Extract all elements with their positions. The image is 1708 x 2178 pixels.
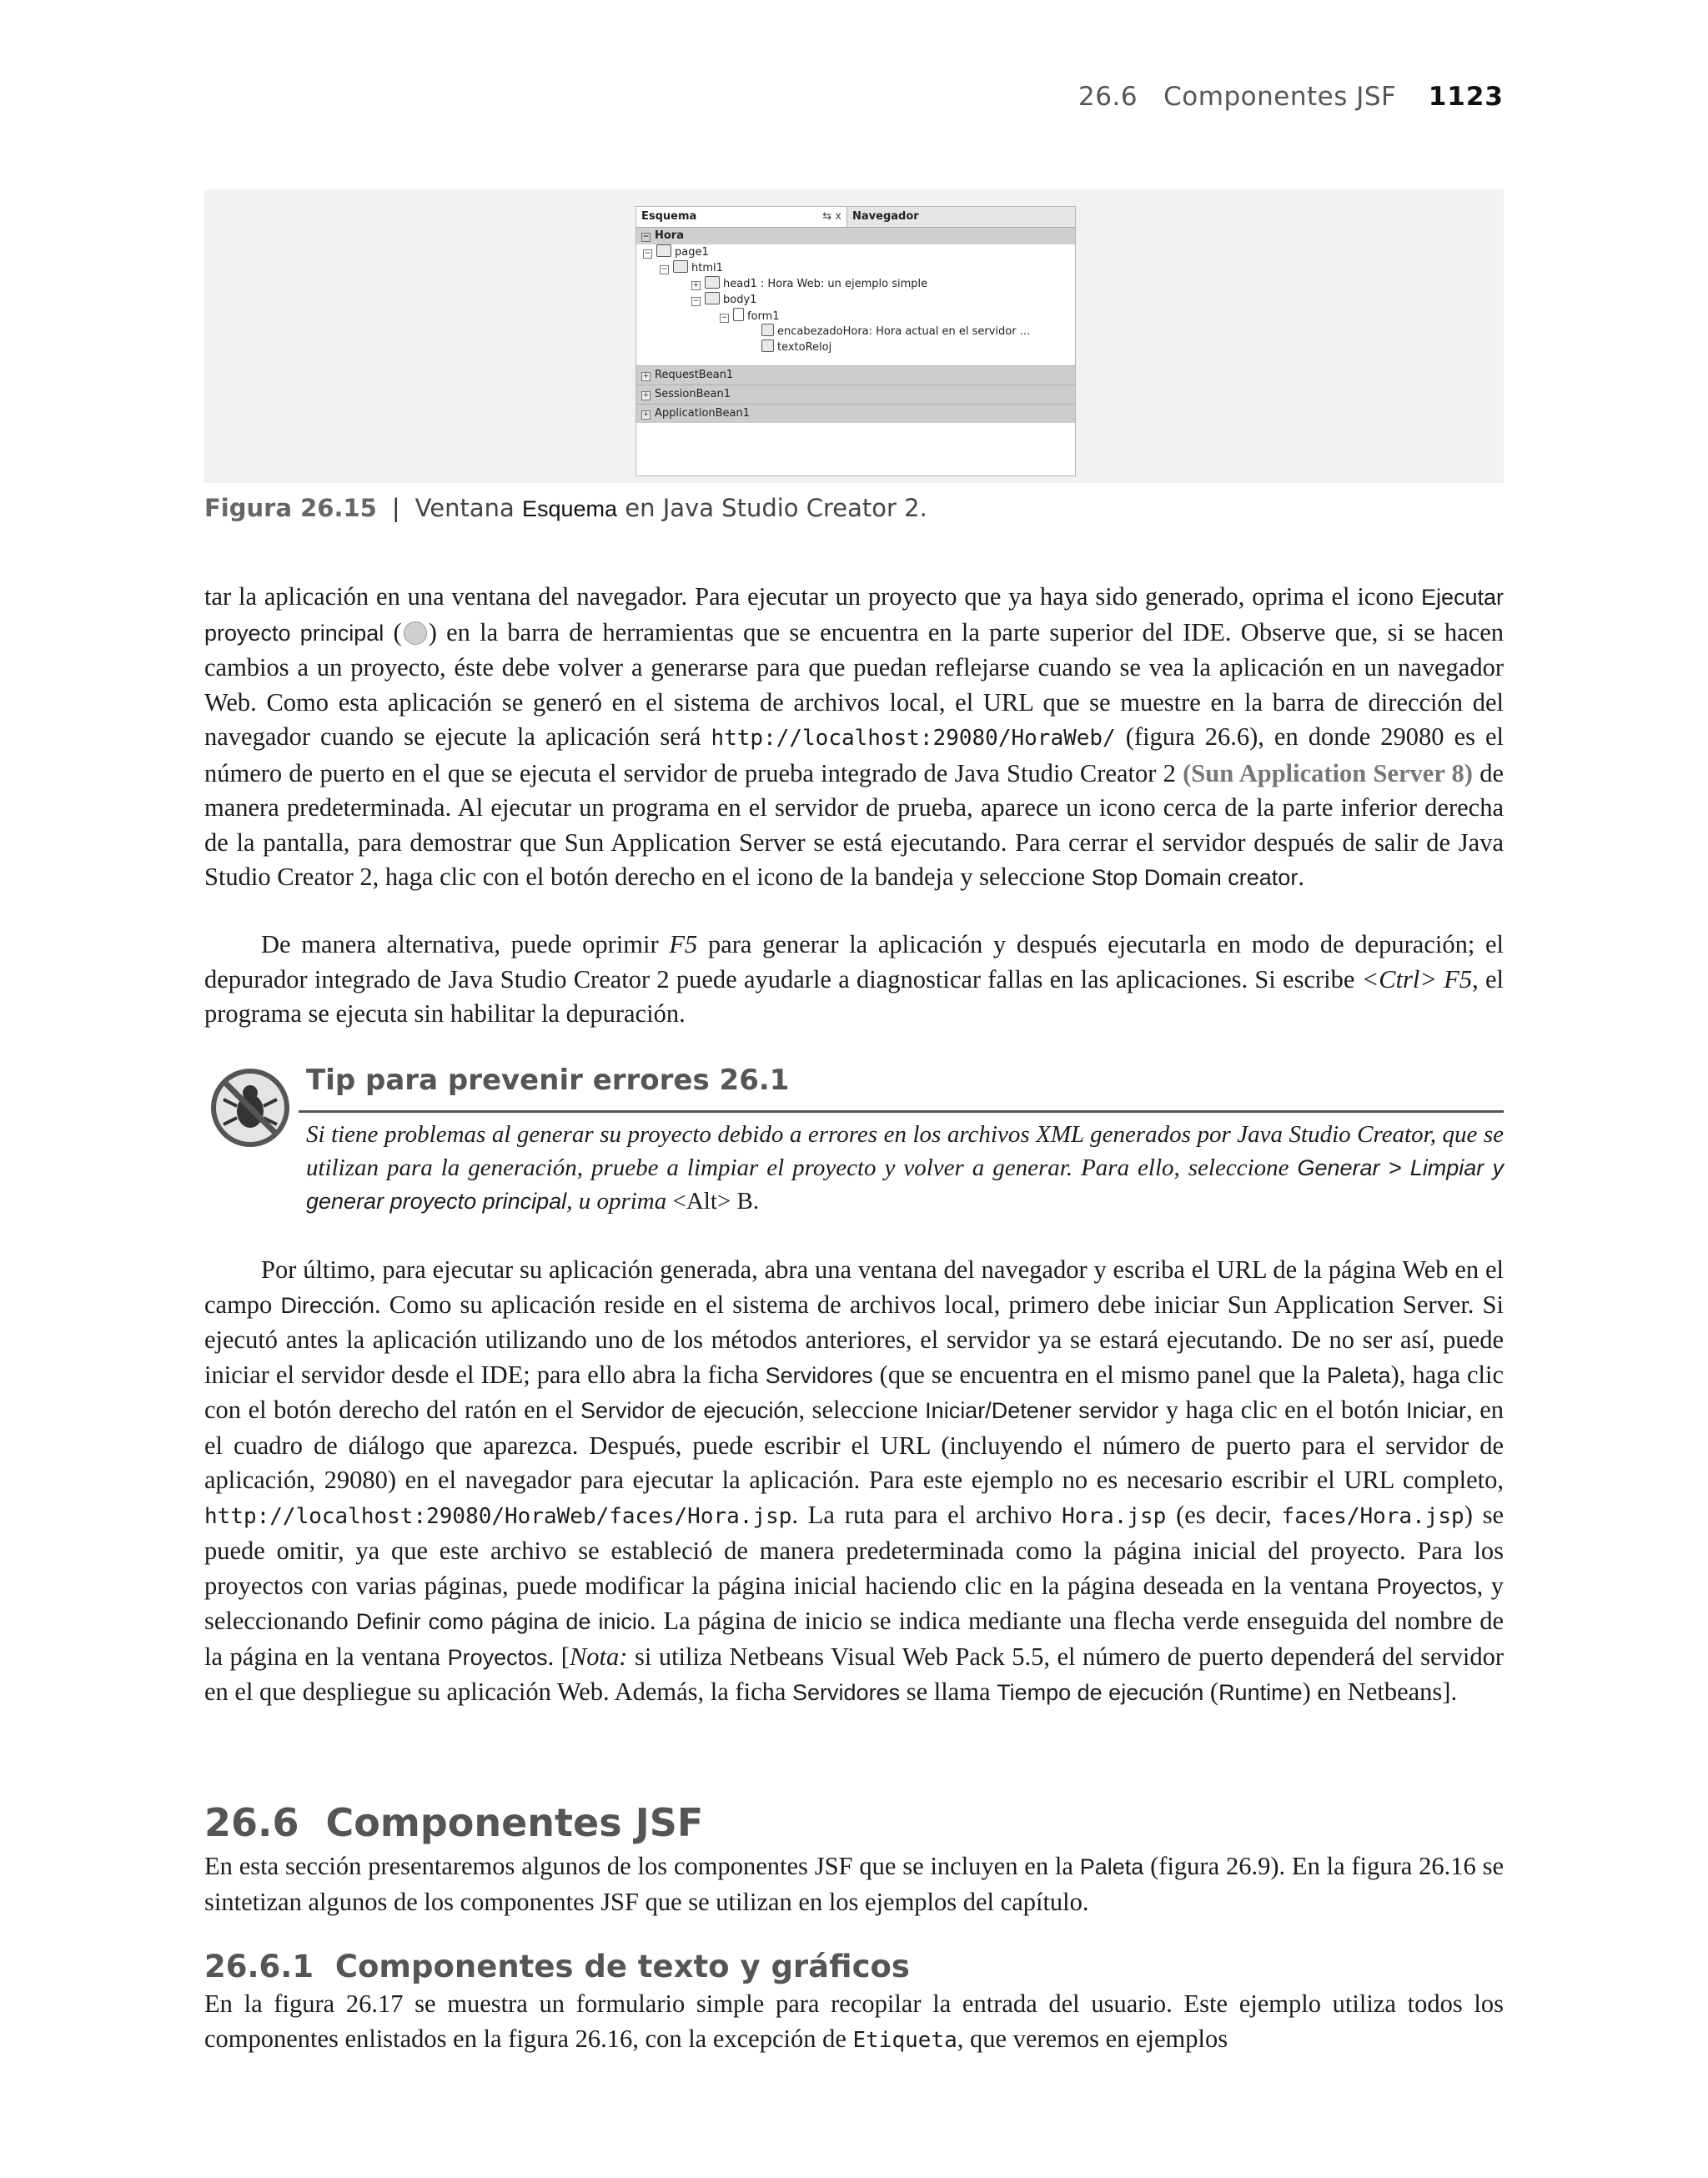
tab-controls[interactable]: ⇆ x [822,210,841,223]
ui-term: Paleta [1327,1362,1391,1388]
html-tag-icon [705,276,720,289]
code-term: Etiqueta [852,2027,957,2053]
ui-term: Servidores [792,1680,901,1705]
text: . Como su aplicación reside en el sistema de archivos local, primero debe iniciar Sun Application Server. Si ejecutó antes la aplicación utilizando uno de los métodos anteriores, el servidor ya se estará ejecutando. De no ser así, puede iniciar el servidor desde el IDE; para ello abra la ficha [204,1290,1504,1389]
static-text-icon [761,324,774,336]
bean-request[interactable] [636,365,1075,385]
ui-term: Iniciar [1406,1398,1467,1423]
ui-term: Iniciar/Detener servidor [925,1398,1159,1423]
text: Por último, para ejecutar su aplicación generada, abra una ventana del navegador y escriba el URL de la página Web en el campo [204,1255,1504,1319]
text: de manera predeterminada. Al ejecutar un programa en el servidor de prueba, aparece un icono cerca de la parte inferior derecha de la pantalla, para demostrar que Sun Application Server se está ejecutando. Para cerrar el servidor después de salir de Java Studio Creator 2, haga clic con el botón derecho en el icono de la bandeja y seleccione [204,758,1505,891]
text: , en el cuadro de diálogo que aparezca. Después, puede escribir el URL (incluyendo el número de puerto para el servidor de aplicación, 29080) en el navegador para ejecutar la aplicación. Para este ejemplo no es necesario escribir el URL completo, [204,1396,1504,1494]
text: (figura 26.6), en donde 29080 es el número de puerto en el que se ejecuta el servidor de prueba integrado de Java Studio Creator 2 [204,722,1505,787]
tree-node-label: encabezadoHora: Hora actual en el servidor ... [777,325,1031,338]
ui-term: Definir como página de inicio [355,1609,650,1634]
caption-text: en Java Studio Creator 2. [625,494,927,522]
key-combo: <Alt> B. [672,1188,760,1215]
highlight-text: (Sun Application Server 8) [1183,758,1473,787]
static-text-icon [761,340,774,352]
text: Si tiene problemas al generar su proyecto debido a errores en los archivos XML generados por Java Studio Creator, que se utilizan para la generación, pruebe a limpiar el proyecto y volver a generar. Para ello, seleccione [306,1121,1504,1181]
ui-term: Stop Domain creator [1091,865,1299,890]
paragraph-debug [204,928,1504,1032]
text: y haga clic en el botón [1165,1396,1399,1424]
text: En la figura 26.17 se muestra un formulario simple para recopilar la entrada del usuario. Este ejemplo utiliza todos los componentes enlistados en la figura 26.16, con la excepción de [204,1989,1504,2053]
tab-navegador-label: Navegador [852,210,919,223]
text: (figura 26.9). En la figura 26.16 se sintetizan algunos de los componentes JSF que se utilizan en los ejemplos del capítulo. [204,1852,1504,1916]
expand-icon[interactable]: + [642,391,650,400]
collapse-icon[interactable]: − [661,265,668,274]
bean-label: SessionBean1 [655,388,731,400]
figure-label: Figura 26.15 [204,494,377,522]
text: tar la aplicación en una ventana del navegador. Para ejecutar un proyecto que ya haya sido generado, oprima el icono [204,582,1414,611]
ui-term: Generar > Limpiar y generar proyecto principal [306,1155,1504,1214]
tree-node-body1[interactable] [636,292,1075,308]
tree-node-page1[interactable] [636,244,1075,260]
tree-root-header[interactable] [636,228,1075,244]
code-filename: Hora.jsp [1062,1503,1167,1529]
text: . La página de inicio se indica mediante una flecha verde enseguida del nombre de la página en la ventana [204,1607,1504,1671]
collapse-icon[interactable]: − [692,297,700,305]
text: , y seleccionando [204,1571,1504,1635]
tab-esquema[interactable] [636,207,847,227]
caption-text: Ventana [414,494,515,522]
figure-26-15 [204,189,1504,483]
text: para generar la aplicación y después ejecutarla en modo de depuración; el depurador integrado de Java Studio Creator 2 puede ayudarle a diagnosticar fallas en las aplicaciones. Si escribe [204,930,1505,993]
tree-node-label: head1 : Hora Web: un ejemplo simple [723,278,928,290]
ui-term: Runtime [1218,1680,1303,1705]
paragraph-subsection-intro [204,1987,1504,2058]
key-combo: <Ctrl> F5 [1361,964,1473,993]
text: , u oprima [566,1188,667,1215]
bean-session[interactable] [636,385,1075,404]
subsection-heading: 26.6.1 Componentes de texto y gráficos [204,1949,910,1984]
text: ( [393,617,402,646]
ui-term: Tiempo de ejecución [997,1680,1204,1705]
text: . [ [547,1642,570,1671]
text: ) en Netbeans]. [1302,1678,1458,1706]
paragraph-browser [204,1253,1504,1711]
running-head [1078,82,1504,112]
tip-title: Tip para prevenir errores 26.1 [306,1064,790,1097]
code-url: http://localhost:29080/HoraWeb/faces/Hora.jsp [204,1503,792,1529]
ui-term: Proyectos [1376,1573,1477,1599]
ui-term: Servidor de ejecución [580,1398,799,1423]
outline-tab-bar [636,207,1075,228]
bean-label: RequestBean1 [655,369,734,381]
running-head-title: Componentes JSF [1163,82,1397,112]
page-icon [656,244,671,257]
note-label: Nota: [569,1642,628,1671]
expand-icon[interactable]: + [692,281,700,289]
tree-node-label: textoReloj [777,341,832,354]
text: . [1298,863,1304,891]
tip-divider [299,1110,1504,1113]
figure-caption [204,494,927,522]
html-tag-icon [705,292,720,304]
caption-separator: | [391,494,400,522]
collapse-icon[interactable]: − [721,314,728,322]
bug-prevention-icon [208,1066,292,1149]
tab-navegador[interactable] [847,207,924,227]
text: se llama [906,1678,991,1706]
text: De manera alternativa, puede oprimir [261,930,659,958]
text: ) en la barra de herramientas que se encuentra en la parte superior del IDE. Observe que, si se hacen cambios a un proyecto, éste debe volver a generarse para que puedan reflejarse cuando se vea la aplicación en un navegador Web. Como esta aplicación se generó en el sistema de archivos local, el URL que se muestre en la barra de dirección del navegador cuando se ejecute la aplicación será [204,617,1504,751]
section-heading: 26.6 Componentes JSF [204,1800,704,1845]
tree-node-label: page1 [675,246,709,259]
expand-icon[interactable]: + [642,372,650,380]
text: (es decir, [1176,1500,1272,1529]
text: si utiliza Netbeans Visual Web Pack 5.5, el número de puerto dependerá del servidor en el que despliegue su aplicación Web. Además, la ficha [204,1642,1505,1706]
ui-term: Paleta [1079,1854,1144,1879]
html-tag-icon [673,260,688,273]
run-project-icon [404,621,427,645]
page-number: 1123 [1428,82,1504,112]
tip-body [306,1118,1504,1218]
tree-node-form1[interactable] [636,308,1075,324]
tree-node-label: html1 [691,262,723,274]
text: ( [1209,1678,1219,1706]
tree-node-label: body1 [723,294,757,306]
tree-node-textoreloj[interactable] [636,340,1075,355]
ui-term: Servidores [765,1362,873,1388]
tree-root-label: Hora [655,229,684,242]
outline-window [635,206,1076,476]
collapse-icon[interactable]: − [644,249,651,258]
tree-node-label: form1 [747,310,780,323]
paragraph-run-project [204,580,1504,896]
code-path: faces/Hora.jsp [1281,1503,1464,1529]
text: ), haga clic con el botón derecho del ratón en el [204,1360,1504,1424]
collapse-icon[interactable]: − [642,233,650,241]
ui-term: Proyectos [447,1644,548,1670]
running-head-section: 26.6 [1078,82,1138,112]
code-url: http://localhost:29080/HoraWeb/ [711,726,1116,751]
text: , el programa se ejecuta sin habilitar la depuración. [204,964,1504,1028]
text: , que veremos en ejemplos [957,2024,1228,2053]
bean-label: ApplicationBean1 [655,407,751,420]
tab-esquema-label: Esquema [641,210,697,223]
ui-term: Dirección [280,1292,375,1318]
tree-node-html1[interactable] [636,260,1075,276]
text: . La ruta para el archivo [791,1500,1052,1529]
tree-node-encabezado[interactable] [636,324,1075,340]
form-icon [733,308,744,321]
text: , seleccione [798,1396,918,1424]
caption-ui-term: Esquema [521,496,618,521]
paragraph-section-intro [204,1849,1504,1919]
text: ) se puede omitir, ya que este archivo se estableció de manera predeterminada como la página inicial del proyecto. Para los proyectos con varias páginas, puede modificar la página inicial haciendo clic en la página deseada en la ventana [204,1500,1505,1600]
bean-application[interactable] [636,404,1075,423]
expand-icon[interactable]: + [642,410,650,419]
text: (que se encuentra en el mismo panel que la [879,1360,1320,1389]
tree-node-head1[interactable] [636,276,1075,292]
key-combo: F5 [669,930,698,958]
text: En esta sección presentaremos algunos de los componentes JSF que se incluyen en la [204,1852,1073,1880]
ui-term: Ejecutar proyecto principal [204,585,1504,646]
